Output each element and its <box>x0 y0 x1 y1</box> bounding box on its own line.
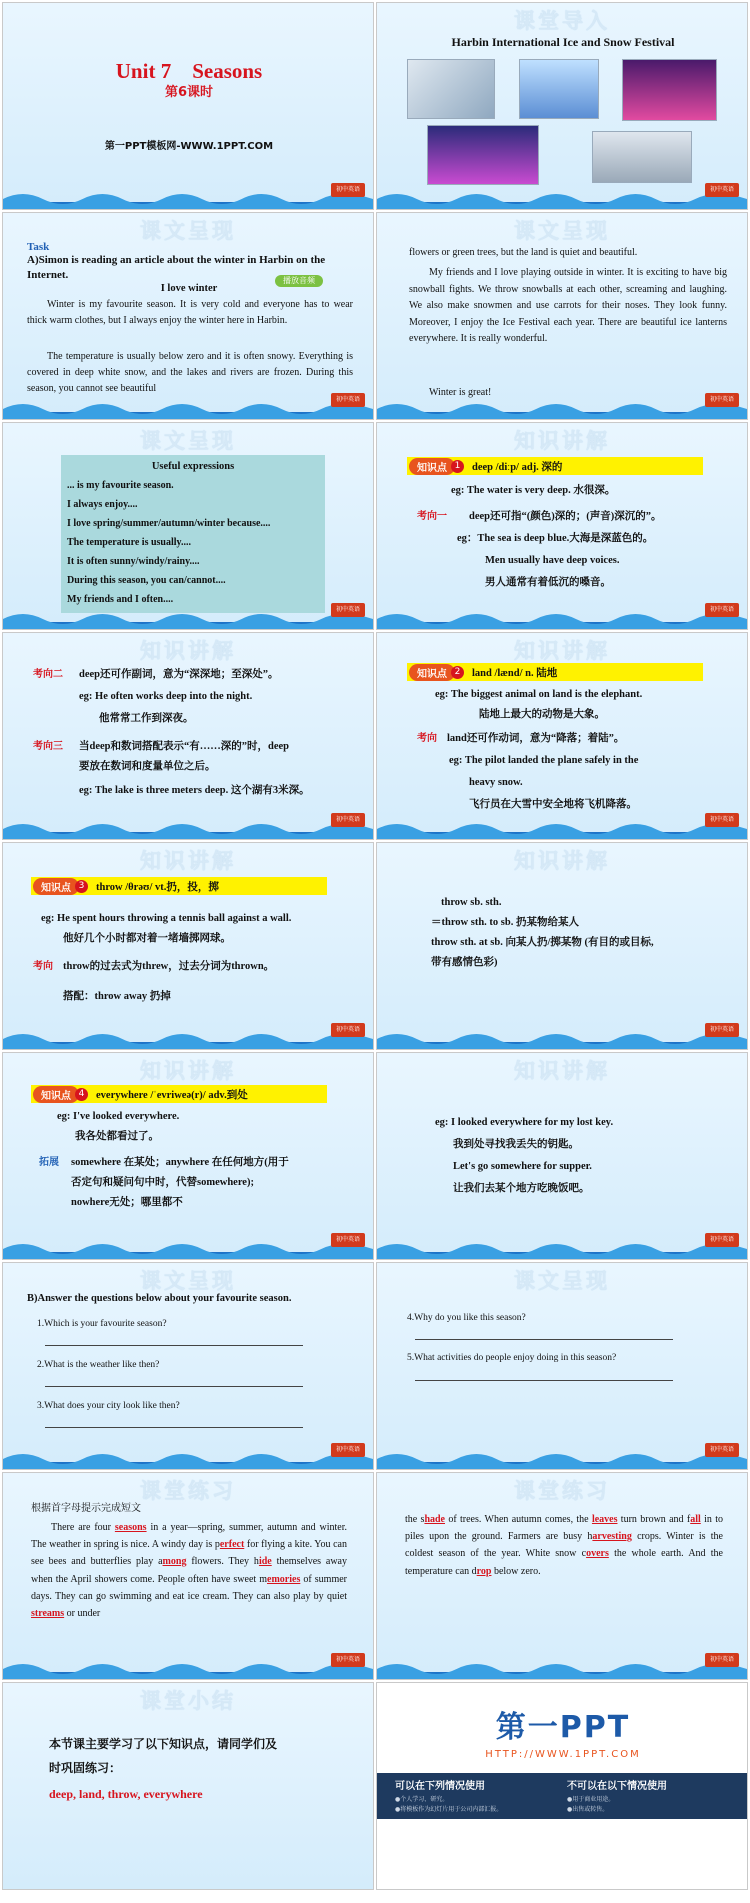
expression-item: It is often sunny/windy/rainy.... <box>67 556 200 567</box>
waves-decoration <box>3 1655 373 1679</box>
knowledge-point-bar <box>31 877 327 895</box>
vocab-word: everywhere /ˈevriweə(r)/ adv.到处 <box>96 1089 248 1101</box>
waves-decoration <box>377 1025 747 1049</box>
waves-decoration <box>377 815 747 839</box>
example-sentence: eg: I looked everywhere for my lost key. <box>435 1117 614 1128</box>
vocab-word: deep /diːp/ adj. 深的 <box>472 461 563 473</box>
slide-knowledge-throw[interactable] <box>2 842 374 1050</box>
example-sentence: eg: The water is very deep. 水很深。 <box>451 485 616 496</box>
lesson-number: 第6课时 <box>164 85 214 100</box>
article-continuation: flowers or green trees, but the land is quiet and beautiful. <box>409 247 638 258</box>
slide-header: 知识讲解 <box>514 849 610 873</box>
play-audio-button[interactable]: 播放音频 <box>275 275 323 287</box>
article-paragraph-3: My friends and I love playing outside in winter. It is exciting to have big snowball fights. We throw snowballs at each other, screaming and laughing. We also make snowmen and use carrots for their noses. They look funny. Moreover, I enjoy the Ice Festival each year. There are beautiful ice lanterns everywhere. It is really wonderful. <box>409 267 727 344</box>
expression-item: My friends and I often.... <box>67 594 174 605</box>
subject-badge: 初中英语 <box>331 1653 365 1667</box>
example-translation: 让我们去某个地方吃晚饭吧。 <box>453 1183 590 1194</box>
slide-questions-2[interactable] <box>376 1262 748 1470</box>
subject-badge: 初中英语 <box>705 1023 739 1037</box>
subject-badge: 初中英语 <box>331 1443 365 1457</box>
example-translation: 陆地上最大的动物是大象。 <box>479 709 605 720</box>
waves-decoration <box>3 185 373 209</box>
summary-text: 时巩固练习： <box>49 1761 122 1775</box>
example-translation: 他好几个小时都对着一堵墙掷网球。 <box>63 933 231 944</box>
test-point-text: throw的过去式为threw，过去分词为thrown。 <box>63 961 275 972</box>
cloze-passage: the shade of trees. When autumn comes, the leaves turn brown and fall in to piles upon the ground. Farmers are busy harvesting crops. Winter is the coldest season of the year. White snow covers the whole earth. And the temperature can drop below zero. <box>405 1514 723 1577</box>
unit-title: Unit 7 Seasons <box>115 59 263 83</box>
knowledge-point-bar <box>407 663 703 681</box>
expression-item: I love spring/summer/autumn/winter because.... <box>67 518 271 529</box>
slide-header: 课文呈现 <box>514 219 610 243</box>
slide-practice-2[interactable] <box>376 1472 748 1680</box>
question-1: 1.Which is your favourite season? <box>37 1319 167 1329</box>
test-point-label: 考向 <box>417 733 437 744</box>
expression-item: I always enjoy.... <box>67 499 138 510</box>
cloze-answer: emories <box>267 1573 301 1585</box>
slide-header: 课文呈现 <box>140 219 236 243</box>
slide-reading-2[interactable] <box>376 212 748 420</box>
slide-header: 课堂导入 <box>514 9 610 33</box>
example-translation: 我到处寻找我丢失的钥匙。 <box>453 1139 579 1150</box>
can-use-item: ●个人学习、研究。 <box>395 1796 449 1803</box>
expression-item: The temperature is usually.... <box>67 537 191 548</box>
exercise-instruction: 根据首字母提示完成短文 <box>31 1503 141 1514</box>
collocation: 搭配：throw away 扔掉 <box>63 991 171 1002</box>
cloze-answer: erfect <box>219 1539 245 1551</box>
waves-decoration <box>3 1235 373 1259</box>
answer-line[interactable] <box>45 1386 303 1387</box>
slide-useful-expressions[interactable] <box>2 422 374 630</box>
phrase-line: throw sb. sth. <box>441 897 502 908</box>
knowledge-point-label: 知识点 <box>33 878 79 895</box>
test-point-text: land还可作动词，意为“降落；着陆”。 <box>447 733 625 744</box>
waves-decoration <box>377 395 747 419</box>
question-3: 3.What does your city look like then? <box>37 1401 180 1411</box>
test-point-label: 考向 <box>33 961 53 972</box>
can-use-title: 可以在下列情况使用 <box>395 1781 485 1792</box>
test-point-label: 考向一 <box>417 511 447 522</box>
extension-line: nowhere无处；哪里都不 <box>71 1197 183 1208</box>
slide-knowledge-everywhere-2[interactable] <box>376 1052 748 1260</box>
cloze-answer: streams <box>31 1607 65 1619</box>
slide-header: 知识讲解 <box>140 1059 236 1083</box>
answer-line[interactable] <box>415 1380 673 1381</box>
example-translation: 我各处都看过了。 <box>75 1131 159 1142</box>
knowledge-point-number: 3 <box>75 880 88 893</box>
expression-item: During this season, you can/cannot.... <box>67 575 226 586</box>
knowledge-point-number: 1 <box>451 460 464 473</box>
knowledge-point-bar <box>31 1085 327 1103</box>
example-sentence: eg: The biggest animal on land is the elephant. <box>435 689 643 700</box>
slide-knowledge-throw-2[interactable] <box>376 842 748 1050</box>
cloze-answer: all <box>690 1514 701 1525</box>
subject-badge: 初中英语 <box>705 1443 739 1457</box>
example-sentence: eg: The lake is three meters deep. 这个湖有3米深。 <box>79 785 310 796</box>
slide-header: 知识讲解 <box>514 1059 610 1083</box>
cloze-answer: hade <box>424 1514 445 1525</box>
waves-decoration <box>377 605 747 629</box>
subject-badge: 初中英语 <box>331 603 365 617</box>
article-heading: I love winter <box>160 283 218 294</box>
waves-decoration <box>377 185 747 209</box>
exercise-title: B)Answer the questions below about your favourite season. <box>27 1293 292 1304</box>
slide-header: 课堂小结 <box>140 1689 236 1713</box>
brand-url[interactable]: HTTP://WWW.1PPT.COM <box>485 1749 641 1760</box>
festival-title: Harbin International Ice and Snow Festival <box>451 35 675 49</box>
subject-badge: 初中英语 <box>331 183 365 197</box>
subject-badge: 初中英语 <box>705 1653 739 1667</box>
test-point-label: 考向三 <box>33 741 63 752</box>
answer-line[interactable] <box>45 1427 303 1428</box>
extension-label: 拓展 <box>39 1157 59 1168</box>
example-sentence: Let's go somewhere for supper. <box>453 1161 592 1172</box>
slide-knowledge-land[interactable] <box>376 632 748 840</box>
slide-intro[interactable] <box>376 2 748 210</box>
slide-practice-1[interactable] <box>2 1472 374 1680</box>
summary-keywords: deep, land, throw, everywhere <box>49 1787 203 1801</box>
expressions-title: Useful expressions <box>151 461 235 472</box>
slide-header: 课文呈现 <box>514 1269 610 1293</box>
answer-line[interactable] <box>45 1345 303 1346</box>
subject-badge: 初中英语 <box>705 813 739 827</box>
waves-decoration <box>377 1445 747 1469</box>
example-sentence: eg: He often works deep into the night. <box>79 691 253 702</box>
article-conclusion: Winter is great! <box>429 387 492 398</box>
slide-header: 课文呈现 <box>140 429 236 453</box>
slide-knowledge-deep-2[interactable] <box>2 632 374 840</box>
cannot-use-item: ●用于商业用途。 <box>567 1796 615 1803</box>
slide-header: 课文呈现 <box>140 1269 236 1293</box>
phrase-line: 带有感情色彩) <box>431 957 498 968</box>
slide-title[interactable] <box>2 2 374 210</box>
cloze-passage: There are four seasons in a year—spring, summer, autumn and winter. The weather in spring is nice. A windy day is perfect for flying a kite. You can see bees and butterflies play among flowers. They hide themselves away when the April showers come. People often have sweet memories of summer days. They can go swimming and eat ice cream. They can also play by quiet streams or under <box>31 1522 347 1619</box>
waves-decoration <box>3 605 373 629</box>
slide-header: 知识讲解 <box>514 639 610 663</box>
example-sentence: Men usually have deep voices. <box>485 555 620 566</box>
slide-header: 知识讲解 <box>140 639 236 663</box>
vocab-word: throw /θrəʊ/ vt.扔，投，掷 <box>96 881 219 893</box>
extension-line: somewhere 在某处；anywhere 在任何地方(用于 <box>71 1157 289 1168</box>
example-sentence: eg：The sea is deep blue.大海是深蓝色的。 <box>457 533 654 544</box>
test-point-label: 考向二 <box>33 669 63 680</box>
slide-knowledge-deep[interactable] <box>376 422 748 630</box>
example-translation: 男人通常有着低沉的嗓音。 <box>485 577 611 588</box>
subject-badge: 初中英语 <box>705 603 739 617</box>
subject-badge: 初中英语 <box>331 1023 365 1037</box>
license-panel <box>377 1773 748 1890</box>
expression-item: ... is my favourite season. <box>67 480 174 491</box>
night-ice-photo <box>427 125 539 185</box>
site-label: 第一PPT模板网-WWW.1PPT.COM <box>104 141 274 152</box>
can-use-item: ●将模板作为幻灯片用于公司内部汇报。 <box>395 1806 503 1813</box>
answer-line[interactable] <box>415 1339 673 1340</box>
brand-logo: 第一PPT <box>495 1710 631 1745</box>
waves-decoration <box>3 1025 373 1049</box>
slide-summary[interactable] <box>2 1682 374 1890</box>
test-point-text: 当deep和数词搭配表示“有……深的”时，deep <box>79 741 289 752</box>
ice-sculpture-photo <box>407 59 495 119</box>
cloze-answer: ide <box>258 1556 272 1568</box>
example-sentence: eg: The pilot landed the plane safely in the <box>449 755 639 766</box>
extension-line: 否定句和疑问句中时，代替somewhere); <box>71 1177 254 1188</box>
cannot-use-title: 不可以在以下情况使用 <box>567 1781 667 1792</box>
links-area <box>377 1819 748 1890</box>
cloze-answer: overs <box>586 1548 609 1560</box>
article-paragraph-1: Winter is my favourite season. It is very cold and everyone has to wear thick warm clothes, but I always enjoy the winter here in Harbin. <box>27 299 353 326</box>
waves-decoration <box>3 395 373 419</box>
slide-header: 课堂练习 <box>514 1479 610 1503</box>
example-sentence: eg: He spent hours throwing a tennis ball against a wall. <box>41 913 292 924</box>
cloze-answer: seasons <box>114 1522 147 1533</box>
lantern-photo <box>622 59 717 121</box>
waves-decoration <box>3 815 373 839</box>
slide-questions-1[interactable] <box>2 1262 374 1470</box>
slide-knowledge-everywhere[interactable] <box>2 1052 374 1260</box>
slide-reading-1[interactable] <box>2 212 374 420</box>
slide-copyright[interactable] <box>376 1682 748 1890</box>
test-point-text: deep还可指“(颜色)深的；(声音)深沉的”。 <box>469 511 662 522</box>
snow-sculpture-photo <box>592 131 692 183</box>
task-question: A)Simon is reading an article about the winter in Harbin on the Internet. <box>27 254 326 282</box>
subject-badge: 初中英语 <box>705 183 739 197</box>
waves-decoration <box>377 1235 747 1259</box>
cannot-use-item: ●出售或转售。 <box>567 1806 609 1813</box>
knowledge-point-bar <box>407 457 703 475</box>
test-point-text: deep还可作副词，意为“深深地；至深处”。 <box>79 669 279 680</box>
cloze-answer: mong <box>162 1556 187 1568</box>
waves-decoration <box>377 1655 747 1679</box>
knowledge-point-number: 2 <box>451 666 464 679</box>
question-2: 2.What is the weather like then? <box>37 1360 160 1370</box>
knowledge-point-label: 知识点 <box>33 1086 79 1103</box>
cloze-answer: arvesting <box>592 1531 632 1543</box>
knowledge-point-label: 知识点 <box>409 458 455 475</box>
knowledge-point-number: 4 <box>75 1088 88 1101</box>
slide-header: 知识讲解 <box>514 429 610 453</box>
task-label: Task <box>27 241 50 253</box>
example-translation: 飞行员在大雪中安全地将飞机降落。 <box>469 799 637 810</box>
ice-castle-photo <box>519 59 599 119</box>
expressions-box <box>61 455 325 613</box>
article-paragraph-2: The temperature is usually below zero and it is often snowy. Everything is covered in deep white snow, and the lakes and rivers are frozen. During this season, you cannot see beautiful <box>27 351 353 394</box>
slide-header: 课堂练习 <box>140 1479 236 1503</box>
cloze-answer: leaves <box>591 1514 618 1525</box>
subject-badge: 初中英语 <box>331 813 365 827</box>
question-4: 4.Why do you like this season? <box>407 1313 526 1323</box>
subject-badge: 初中英语 <box>705 1233 739 1247</box>
summary-text: 本节课主要学习了以下知识点，请同学们及 <box>49 1737 278 1751</box>
test-point-text: 要放在数词和度量单位之后。 <box>79 761 216 772</box>
slide-header: 知识讲解 <box>140 849 236 873</box>
cloze-answer: rop <box>476 1565 492 1577</box>
example-sentence: eg: I've looked everywhere. <box>57 1111 180 1122</box>
waves-decoration <box>3 1445 373 1469</box>
question-5: 5.What activities do people enjoy doing in this season? <box>407 1353 617 1363</box>
knowledge-point-label: 知识点 <box>409 664 455 681</box>
example-translation: 他常常工作到深夜。 <box>99 713 194 724</box>
subject-badge: 初中英语 <box>331 1233 365 1247</box>
phrase-line: ＝throw sth. to sb. 扔某物给某人 <box>431 917 579 928</box>
vocab-word: land /lænd/ n. 陆地 <box>472 667 558 679</box>
example-sentence: heavy snow. <box>469 777 523 788</box>
subject-badge: 初中英语 <box>705 393 739 407</box>
subject-badge: 初中英语 <box>331 393 365 407</box>
phrase-line: throw sth. at sb. 向某人扔/掷某物 (有目的或目标, <box>431 937 654 948</box>
